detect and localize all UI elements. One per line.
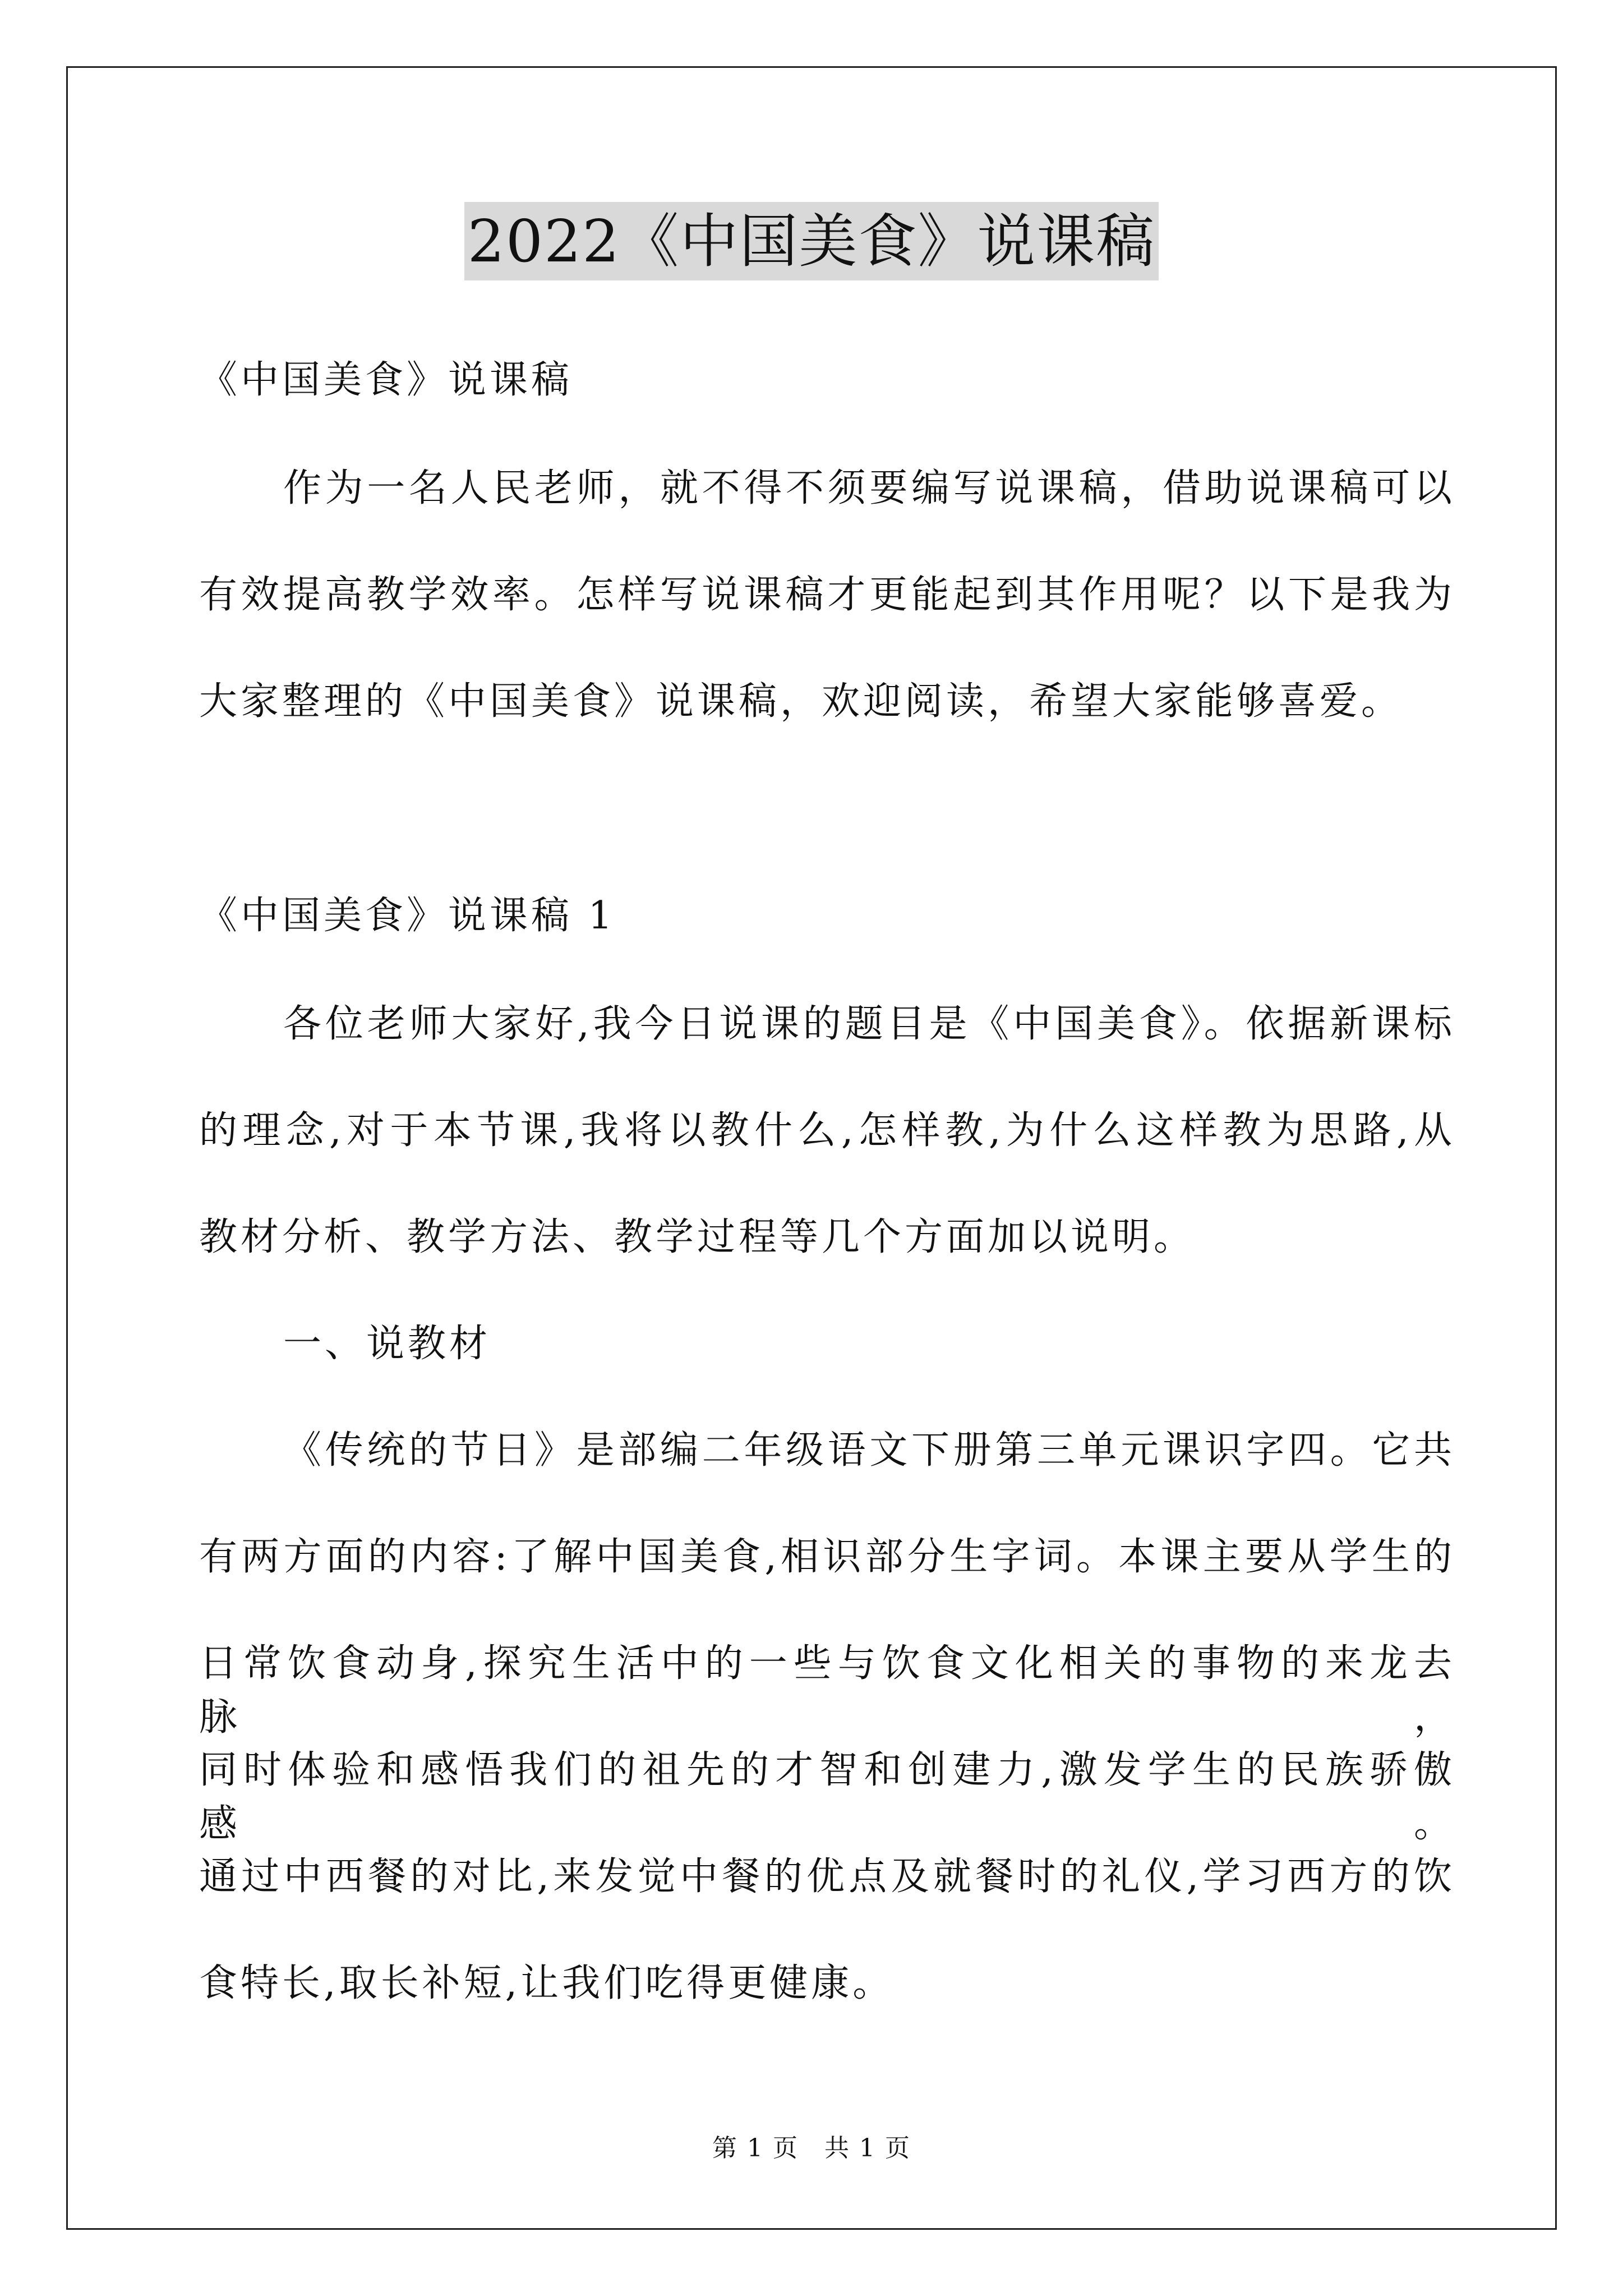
section-heading: 《中国美食》说课稿 1 [199, 894, 616, 938]
part-heading: 一、说教材 [283, 1322, 491, 1366]
page-footer: 第 1 页 共 1 页 [712, 2134, 911, 2162]
para2-line-4: 同时体验和感悟我们的祖先的才智和创建力,激发学生的民族骄傲感。 [199, 1748, 1455, 1846]
intro-line-2: 有效提高教学效率。怎样写说课稿才更能起到其作用呢？以下是我为 [199, 573, 1455, 617]
para2-line-3: 日常饮食动身,探究生活中的一些与饮食文化相关的事物的来龙去脉， [199, 1641, 1455, 1740]
document-title: 2022《中国美食》说课稿 [464, 202, 1159, 280]
document-subtitle: 《中国美食》说课稿 [199, 358, 573, 402]
intro-line-3: 大家整理的《中国美食》说课稿，欢迎阅读，希望大家能够喜爱。 [199, 679, 1403, 724]
para1-line-2: 的理念,对于本节课,我将以教什么,怎样教,为什么这样教为思路,从 [199, 1108, 1455, 1153]
para1-line-3: 教材分析、教学方法、教学过程等几个方面加以说明。 [199, 1215, 1196, 1259]
para2-line-6: 食特长,取长补短,让我们吃得更健康。 [199, 1961, 895, 2005]
intro-line-1: 作为一名人民老师，就不得不须要编写说课稿，借助说课稿可以 [283, 466, 1455, 510]
para2-line-1: 《传统的节日》是部编二年级语文下册第三单元课识字四。它共 [283, 1428, 1455, 1473]
title-container [0, 202, 1623, 280]
para2-line-5: 通过中西餐的对比,来发觉中餐的优点及就餐时的礼仪,学习西方的饮 [199, 1855, 1455, 1899]
para1-line-1: 各位老师大家好,我今日说课的题目是《中国美食》。依据新课标 [283, 1002, 1455, 1046]
para2-line-2: 有两方面的内容:了解中国美食,相识部分生字词。本课主要从学生的 [199, 1535, 1455, 1579]
